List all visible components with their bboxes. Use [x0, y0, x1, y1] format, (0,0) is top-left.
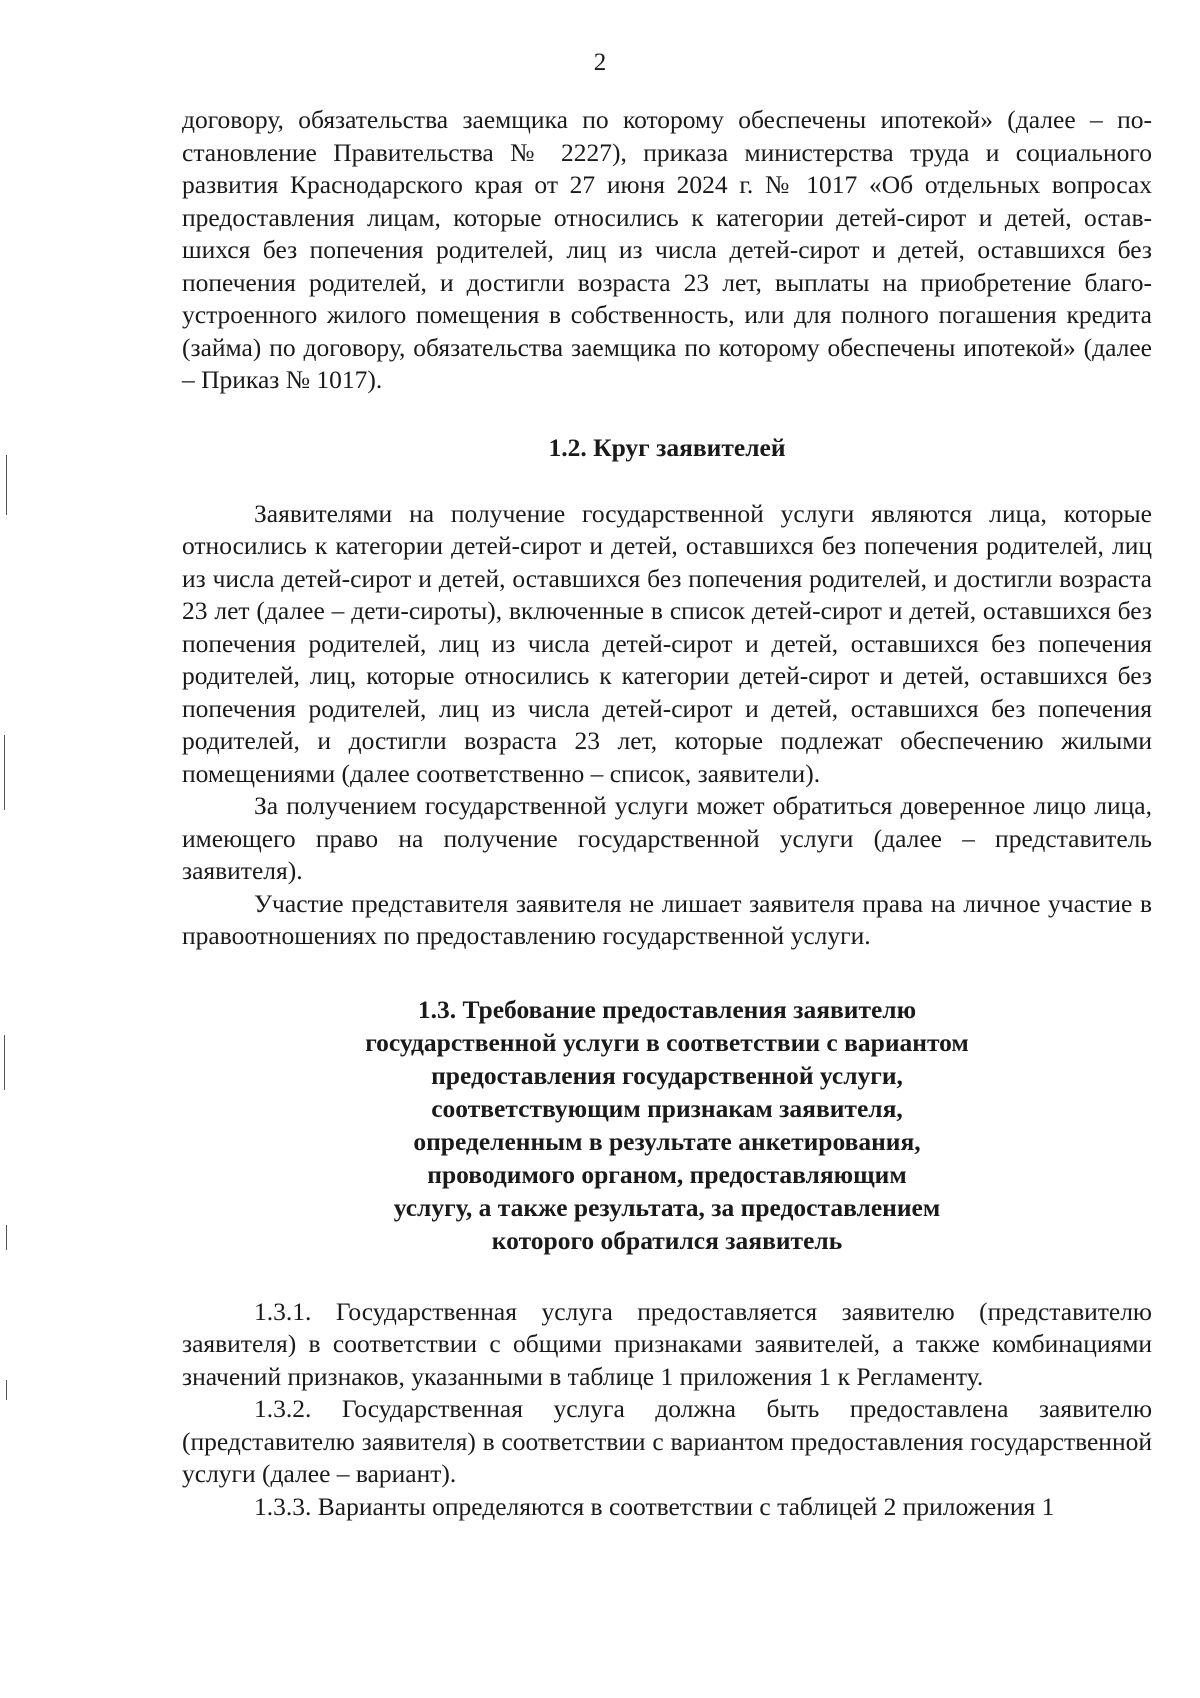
section-1-3-heading-line: предоставления государственной услуги,	[431, 1060, 903, 1090]
section-1-3-heading	[182, 993, 1152, 1257]
document-body	[182, 104, 1152, 1523]
section-1-2-paragraph-1: Заявителями на получение государственной услуги являются лица, которые относились к категории детей-сирот и детей, оставшихся без попечения родителей, лиц из числа детей-сирот и детей, оставшихся без попечения родителей, и достигли возраста 23 лет (далее – дети-сироты), включенные в список детей-сирот и детей, оставшихся без попечения родителей, лиц из числа детей-сирот и детей, оставшихся без попечения родителей, лиц, которые относились к категории детей-сирот и детей, оставшихся без попечения родителей, лиц из числа детей-сирот и детей, оставшихся без попечения родителей, и достигли возраста 23 лет, которые подлежат обеспечению жилыми помещениями (далее соответственно – список, заявители).	[182, 498, 1152, 788]
section-1-3-heading-line: определенным в результате анкетирования,	[413, 1126, 921, 1156]
section-1-2-paragraph-3: Участие представителя заявителя не лишает заявителя права на личное участие в правоотношениях по предоставлению государственной услуги.	[182, 888, 1152, 950]
section-1-3-heading-line: проводимого органом, предоставляющим	[427, 1159, 907, 1189]
section-1-2-paragraph-2: За получением государственной услуги может обратиться доверенное лицо лица, имеющего право на получение государственной услуги (далее – представитель заявителя).	[182, 791, 1152, 885]
section-1-3-3-paragraph: 1.3.3. Варианты определяются в соответствии с таблицей 2 приложения 1	[254, 1491, 1055, 1521]
section-1-3-heading-line: услугу, а также результата, за предоставлением	[393, 1192, 941, 1222]
section-1-2-heading: 1.2. Круг заявителей	[548, 432, 786, 462]
page-number: 2	[593, 49, 607, 76]
section-1-3-heading-line: которого обратился заявитель	[491, 1225, 843, 1255]
section-1-3-2-paragraph: 1.3.2. Государственная услуга должна быть предоставлена заявителю (представителю заявителя) в соответствии с вариантом предоставления государственной услуги (далее – вариант).	[182, 1394, 1152, 1488]
section-1-3-heading-line: соответствующим признакам заявителя,	[431, 1093, 903, 1123]
section-1-3-heading-line: государственной услуги в соответствии с вариантом	[365, 1027, 969, 1057]
section-1-3-1-paragraph: 1.3.1. Государственная услуга предоставляется заявителю (представителю заявителя) в соответствии с общими признаками заявителей, а также комбинациями значений признаков, указанными в таблице 1 приложения 1 к Регламенту.	[182, 1296, 1152, 1391]
section-1-3-heading-line: 1.3. Требование предоставления заявителю	[417, 994, 917, 1024]
scan-margin-artifacts	[0, 0, 20, 1698]
continuation-paragraph: договору, обязательства заемщика по которому обеспечены ипотекой» (далее – постановление Правительства № 2227), приказа министерства труда и социального развития Краснодарского края от 27 июня 2024 г. № 1017 «Об отдельных вопросах предоставления лицам, которые относились к категории детей-сирот и детей, оставшихся без попечения родителей, лиц из числа детей-сирот и детей, оставшихся без попечения родителей, и достигли возраста 23 лет, выплаты на приобретение благоустроенного жилого помещения в собственность, или для полного погашения кредита (займа) по договору, обязательства заемщика по которому обеспечены ипотекой» (далее – Приказ № 1017).	[182, 105, 1152, 394]
